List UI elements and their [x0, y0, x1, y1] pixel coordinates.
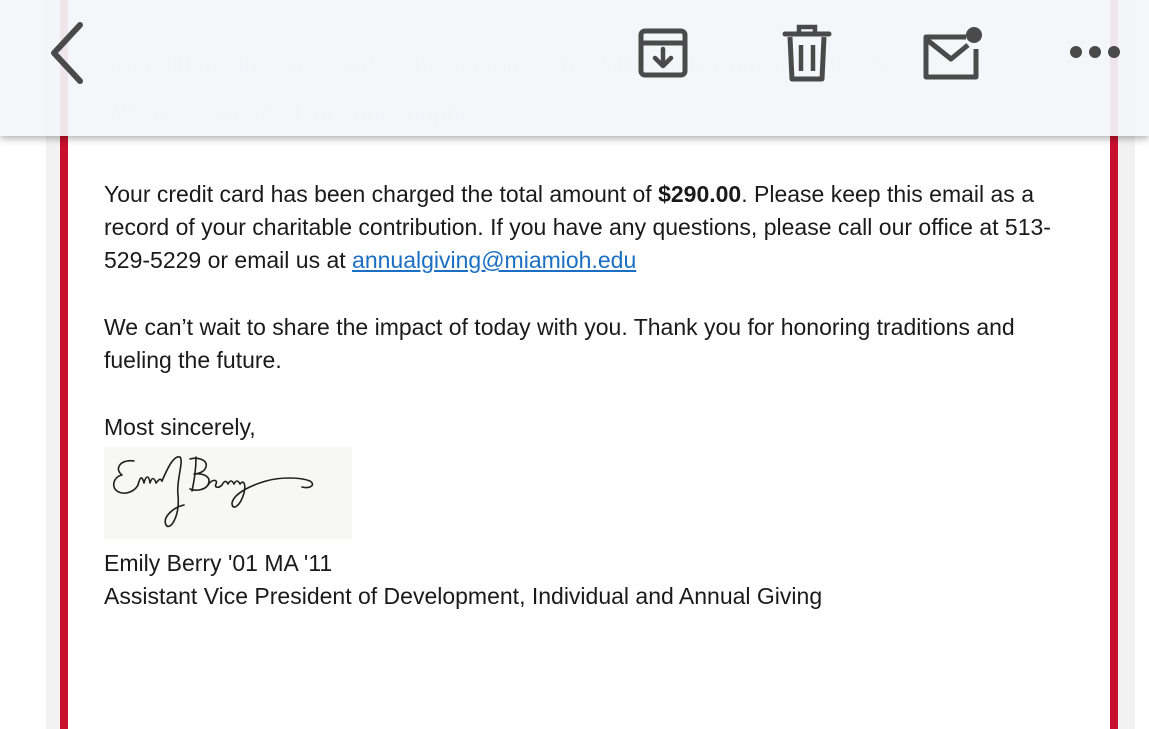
more-horizontal-icon: [1068, 44, 1122, 60]
trash-icon: [781, 23, 833, 83]
mail-unread-icon: [920, 21, 984, 81]
delete-button[interactable]: [772, 18, 842, 88]
signer-block: [104, 547, 1084, 613]
top-toolbar: [0, 0, 1149, 136]
mark-unread-button[interactable]: [914, 16, 990, 86]
archive-icon: [635, 25, 691, 81]
back-button[interactable]: [36, 16, 96, 90]
closing-text: Most sincerely,: [104, 414, 256, 440]
more-options-button[interactable]: [1062, 30, 1128, 74]
chevron-left-icon: [46, 21, 86, 85]
contact-email-link[interactable]: annualgiving@miamioh.edu: [352, 247, 637, 273]
signature-image: [104, 447, 352, 539]
archive-button[interactable]: [628, 18, 698, 88]
charge-prefix: Your credit card has been charged the total amount of: [104, 181, 659, 207]
impact-paragraph: We can’t wait to share the impact of today with you. Thank you for honoring traditions and fueling the future.: [104, 314, 1015, 373]
charge-paragraph: [104, 178, 1084, 277]
charge-suffix: . Please keep this email as a record of your charitable contribution. If you have any questions, please call our office at 513-529-5229 or email us at: [104, 181, 1051, 273]
charge-amount: $290.00: [658, 181, 742, 207]
signer-title: Assistant Vice President of Development, Individual and Annual Giving: [104, 583, 823, 609]
signer-name: Emily Berry '01 MA '11: [104, 550, 333, 576]
